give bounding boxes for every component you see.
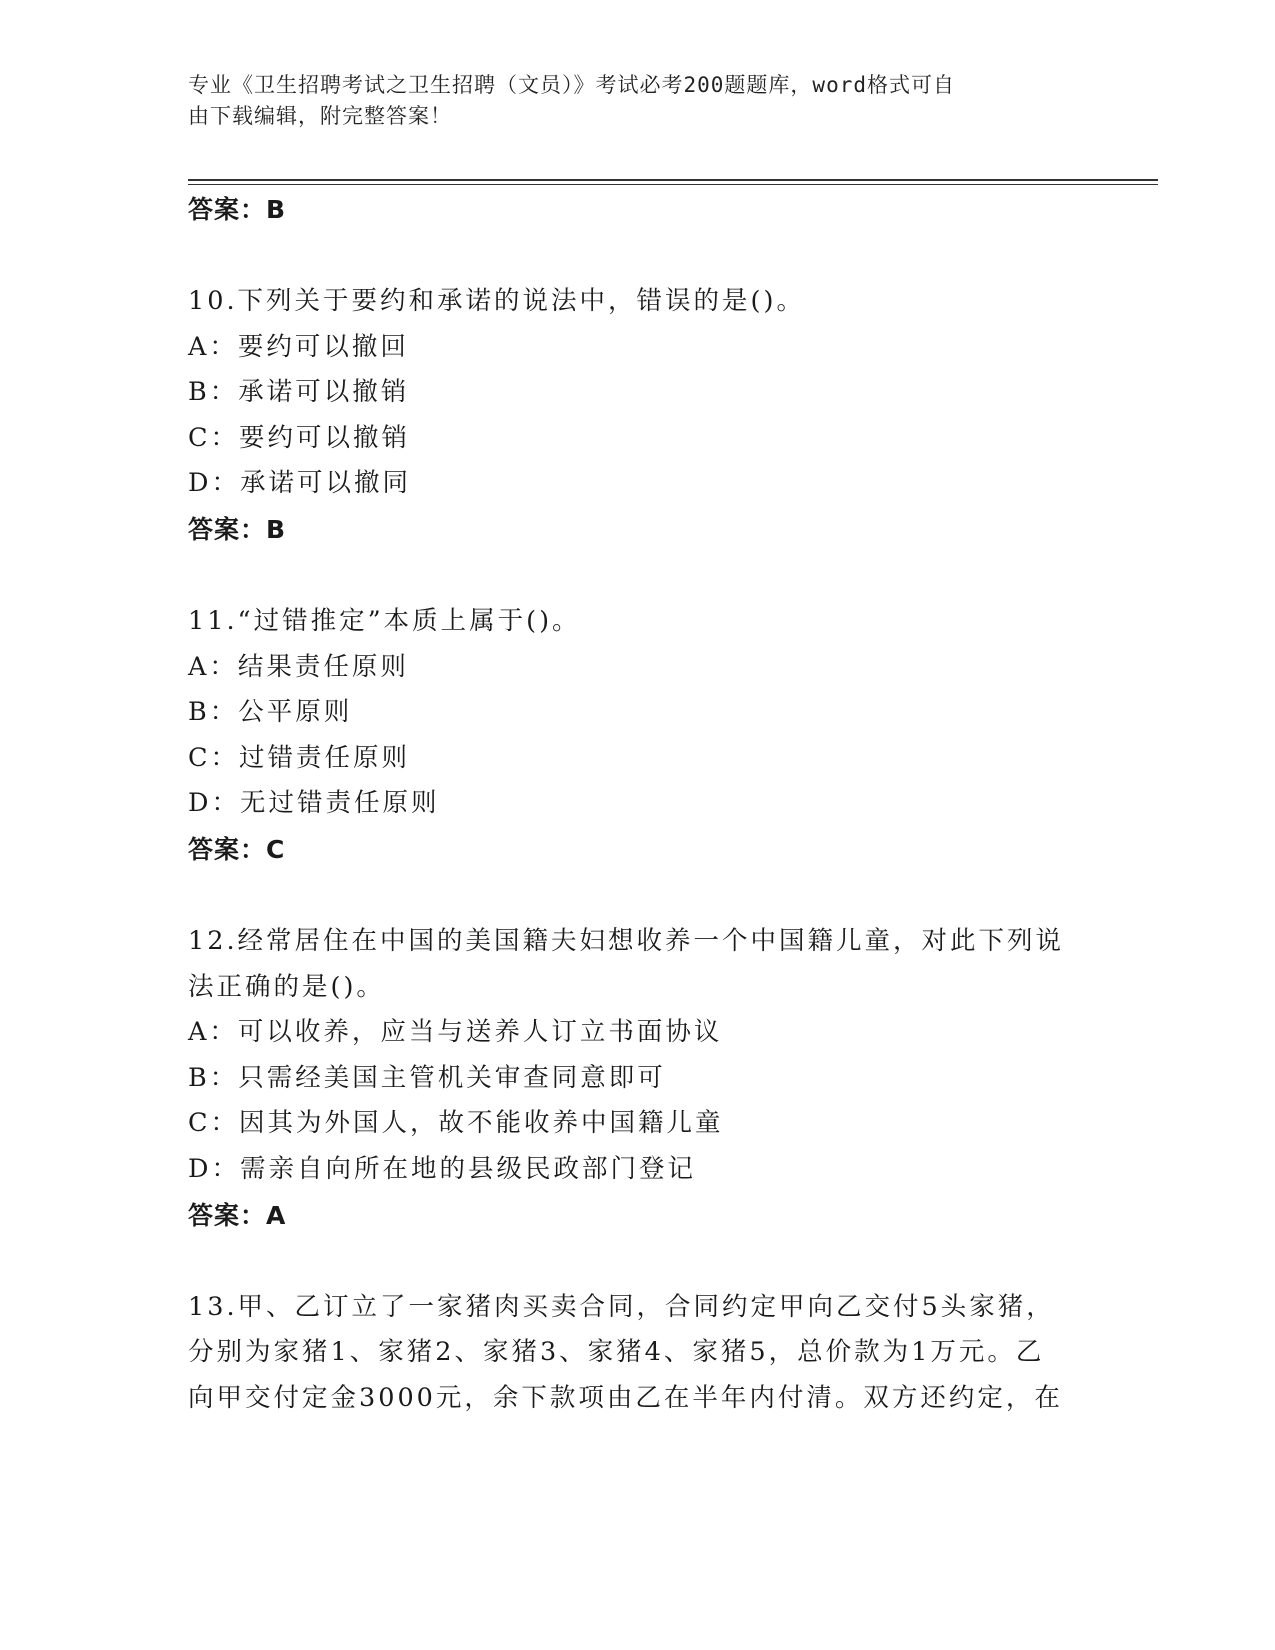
document-header: [188, 70, 1068, 132]
question-stem-line-3: 向甲交付定金3000元，余下款项由乙在半年内付清。双方还约定，在: [188, 1382, 1063, 1413]
header-divider-thin: [188, 184, 1158, 185]
question-12: [188, 919, 1088, 1239]
option-b: B：承诺可以撤销: [188, 377, 410, 408]
question-stem-line-1: 12.经常居住在中国的美国籍夫妇想收养一个中国籍儿童，对此下列说: [188, 925, 1065, 956]
question-list: [188, 187, 1088, 1421]
option-d: D：承诺可以撤同: [188, 468, 411, 499]
question-stem: 10.下列关于要约和承诺的说法中，错误的是()。: [188, 286, 805, 316]
option-c: C：要约可以撤销: [188, 422, 411, 453]
question-stem-line-2: 分别为家猪1、家猪2、家猪3、家猪4、家猪5，总价款为1万元。乙: [188, 1337, 1045, 1368]
header-divider: [188, 179, 1158, 181]
question-stem-line-2: 法正确的是()。: [188, 971, 385, 1002]
option-d: D：需亲自向所在地的县级民政部门登记: [188, 1153, 696, 1184]
question-stem-line-1: 13.甲、乙订立了一家猪肉买卖合同，合同约定甲向乙交付5头家猪，: [188, 1291, 1055, 1322]
question-10: [188, 279, 1088, 553]
header-line-1: 专业《卫生招聘考试之卫生招聘（文员）》考试必考200题题库，word格式可自: [188, 73, 955, 97]
question-11: [188, 599, 1088, 873]
answer-line: 答案：B: [188, 195, 287, 224]
option-c: C：过错责任原则: [188, 742, 411, 773]
answer-line: 答案：B: [188, 514, 287, 544]
answer-line: 答案：C: [188, 834, 286, 864]
option-b: B：只需经美国主管机关审查同意即可: [188, 1062, 666, 1093]
option-d: D：无过错责任原则: [188, 788, 440, 819]
answer-line: 答案：A: [188, 1200, 287, 1230]
option-b: B：公平原则: [188, 697, 353, 728]
option-c: C：因其为外国人，故不能收养中国籍儿童: [188, 1108, 724, 1139]
question-13: [188, 1285, 1088, 1422]
question-stem: 11.“过错推定”本质上属于()。: [188, 605, 581, 636]
option-a: A：结果责任原则: [188, 651, 409, 682]
option-a: A：可以收养，应当与送养人订立书面协议: [188, 1017, 723, 1048]
option-a: A：要约可以撤回: [188, 331, 409, 362]
header-line-2: 由下载编辑，附完整答案！: [188, 104, 452, 128]
